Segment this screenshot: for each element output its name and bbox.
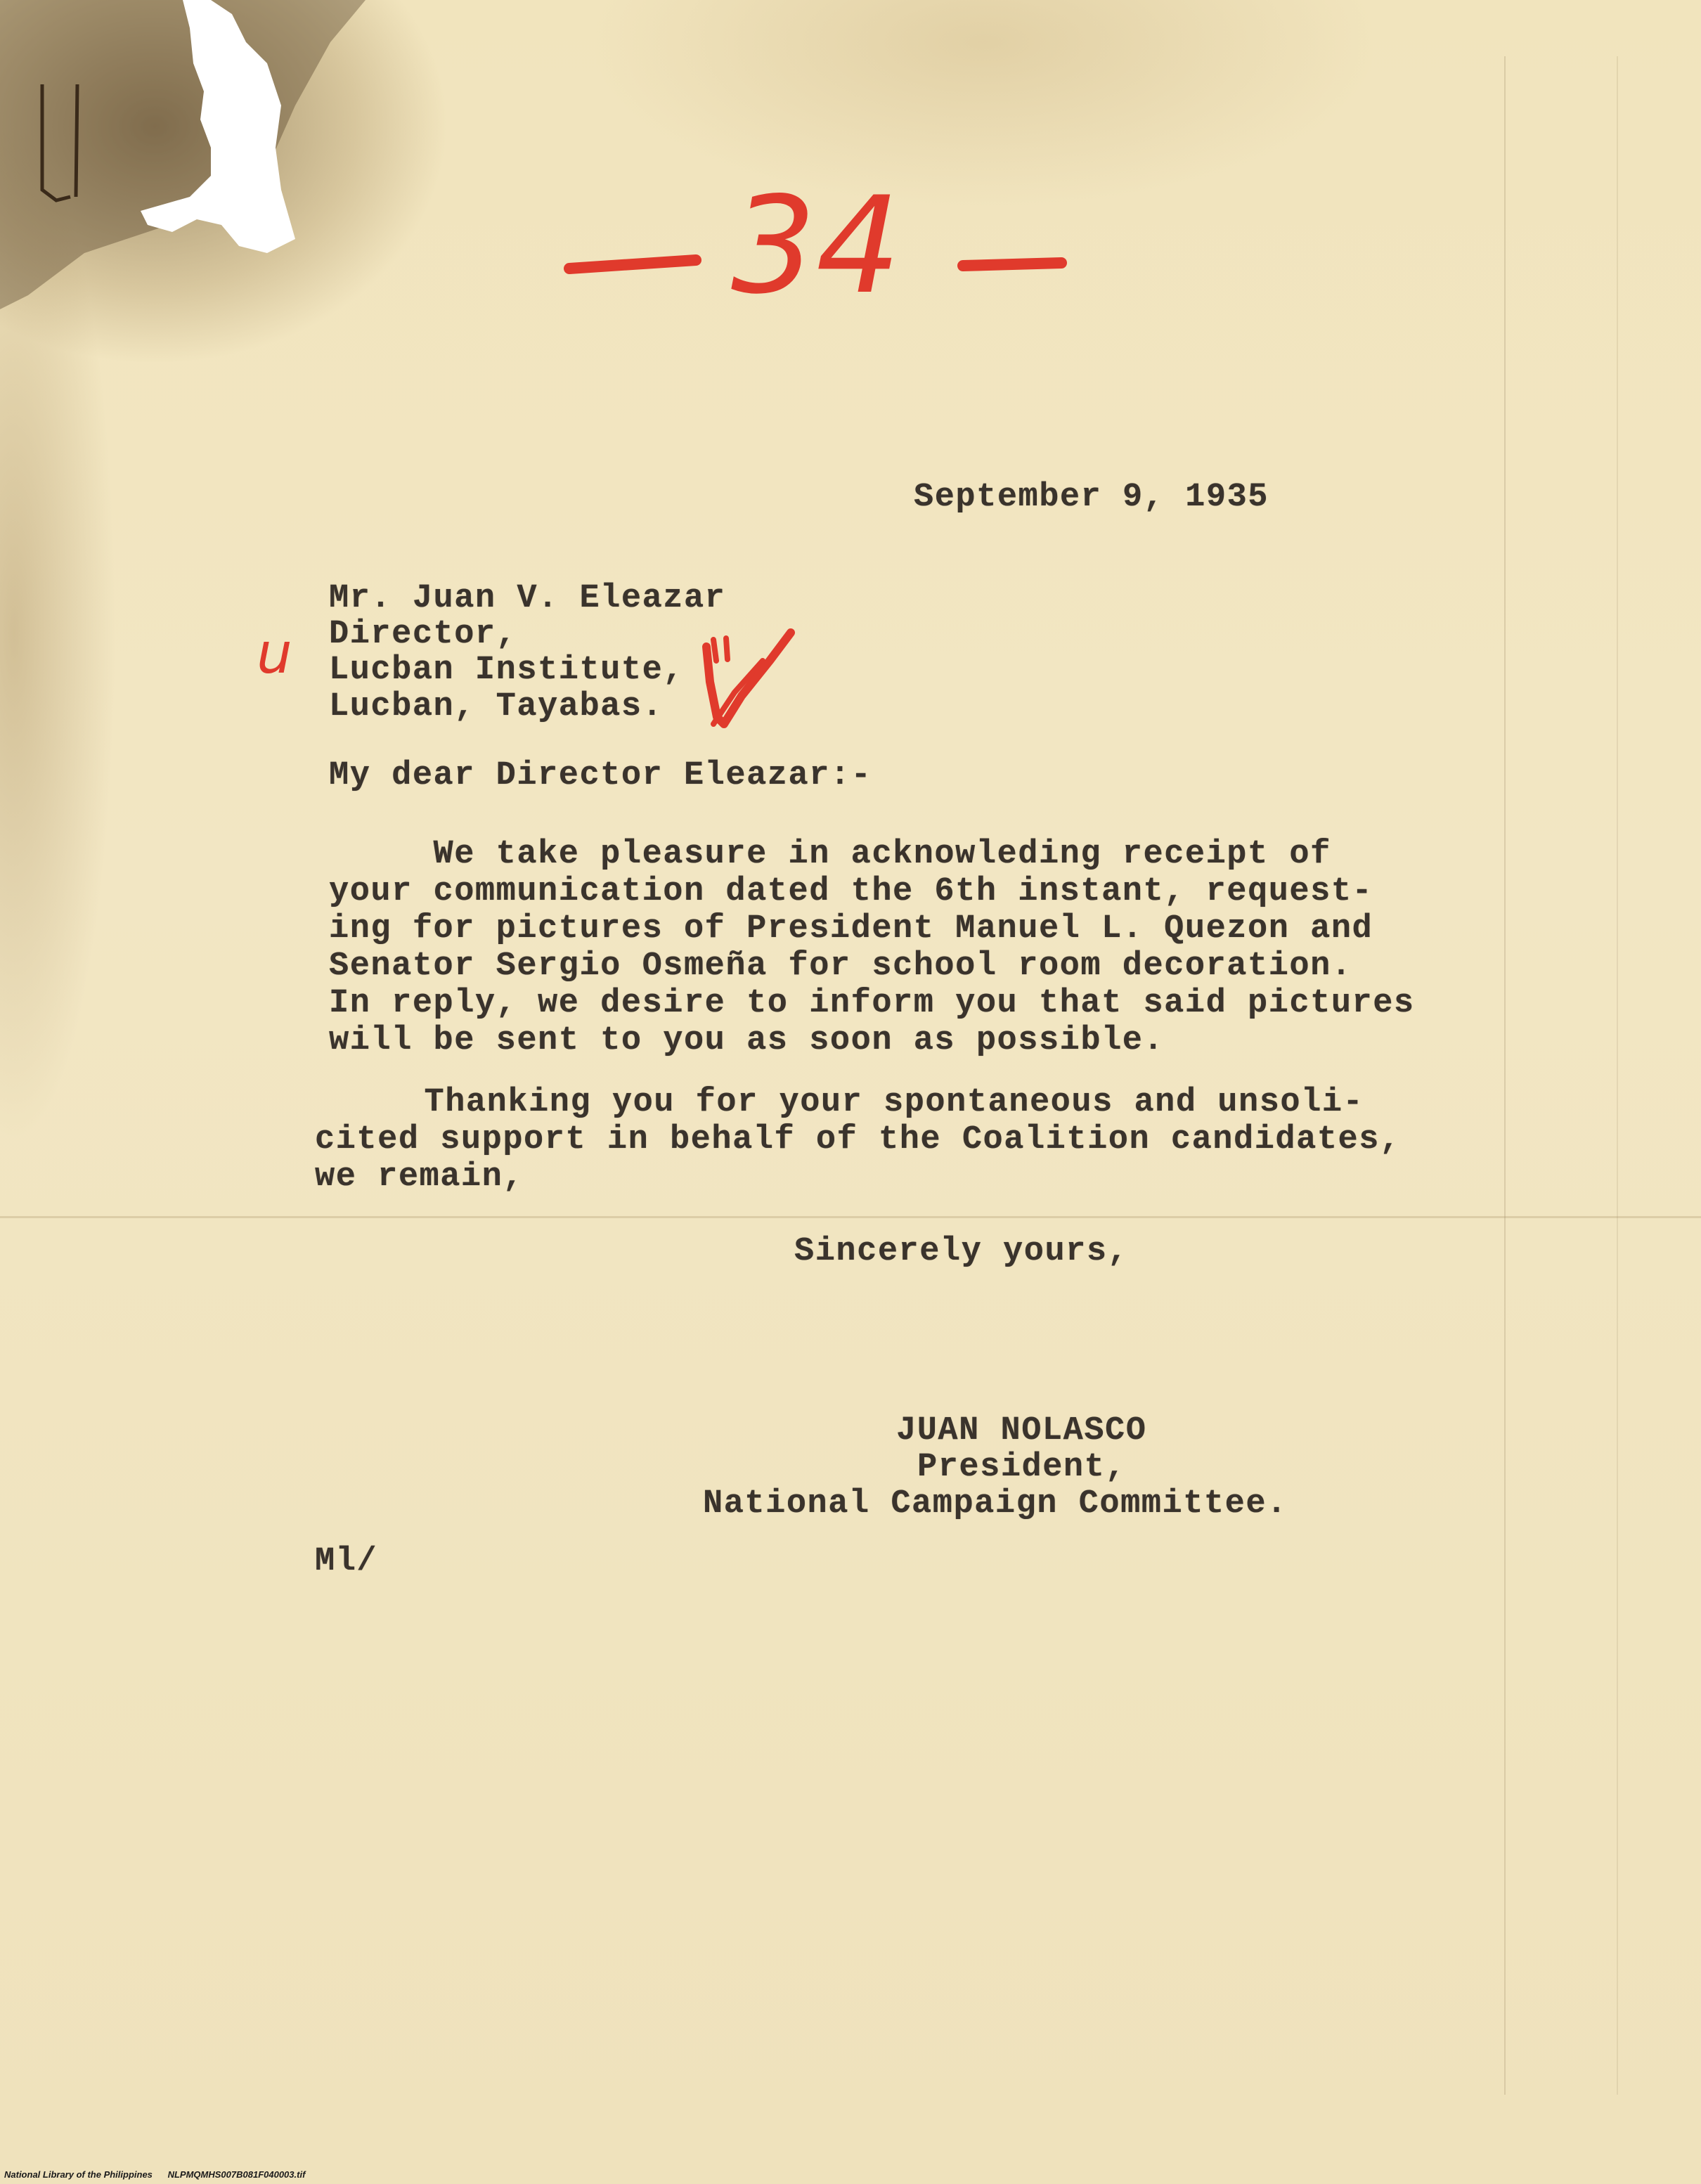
archive-footer [4, 2169, 305, 2180]
closing: Sincerely yours, [794, 1233, 1129, 1270]
recipient-line: Lucban Institute, [329, 652, 684, 689]
paragraph-line: will be sent to you as soon as possible. [329, 1022, 1165, 1059]
signer-organization: National Campaign Committee. [703, 1485, 1288, 1523]
paragraph-line: We take pleasure in acknowleding receipt of [329, 836, 1331, 873]
paper-fold-line [0, 1216, 1701, 1218]
paragraph-line: ing for pictures of President Manuel L. Quezon and [329, 910, 1373, 948]
paragraph-line: cited support in behalf of the Coalition candidates, [315, 1121, 1401, 1158]
paragraph-line: your communication dated the 6th instant, request- [329, 873, 1373, 910]
typist-initials: Ml/ [315, 1543, 378, 1580]
paragraph-line: Thanking you for your spontaneous and unsoli- [320, 1084, 1364, 1121]
check-mark-icon [692, 619, 805, 745]
paragraph-line: we remain, [315, 1158, 524, 1196]
margin-mark: u [257, 621, 292, 686]
recipient-line: Lucban, Tayabas. [329, 688, 664, 725]
burn-hole-icon [0, 0, 366, 323]
archive-label: National Library of the Philippines [4, 2169, 153, 2180]
signer-title: President, [917, 1449, 1127, 1486]
signer-name: JUAN NOLASCO [896, 1412, 1147, 1449]
recipient-line: Mr. Juan V. Eleazar [329, 580, 726, 617]
paper-edge-line [1504, 56, 1506, 2095]
paragraph-line: Senator Sergio Osmeña for school room decoration. [329, 948, 1352, 985]
page-number-text: 34 [731, 168, 901, 323]
paragraph-line: In reply, we desire to inform you that said pictures [329, 985, 1415, 1022]
recipient-line: Director, [329, 616, 517, 653]
letter-date: September 9, 1935 [914, 479, 1269, 516]
salutation: My dear Director Eleazar:- [329, 757, 872, 794]
archive-file-name: NLPMQMHS007B081F040003.tif [167, 2169, 306, 2180]
paper-edge-line [1617, 56, 1618, 2095]
